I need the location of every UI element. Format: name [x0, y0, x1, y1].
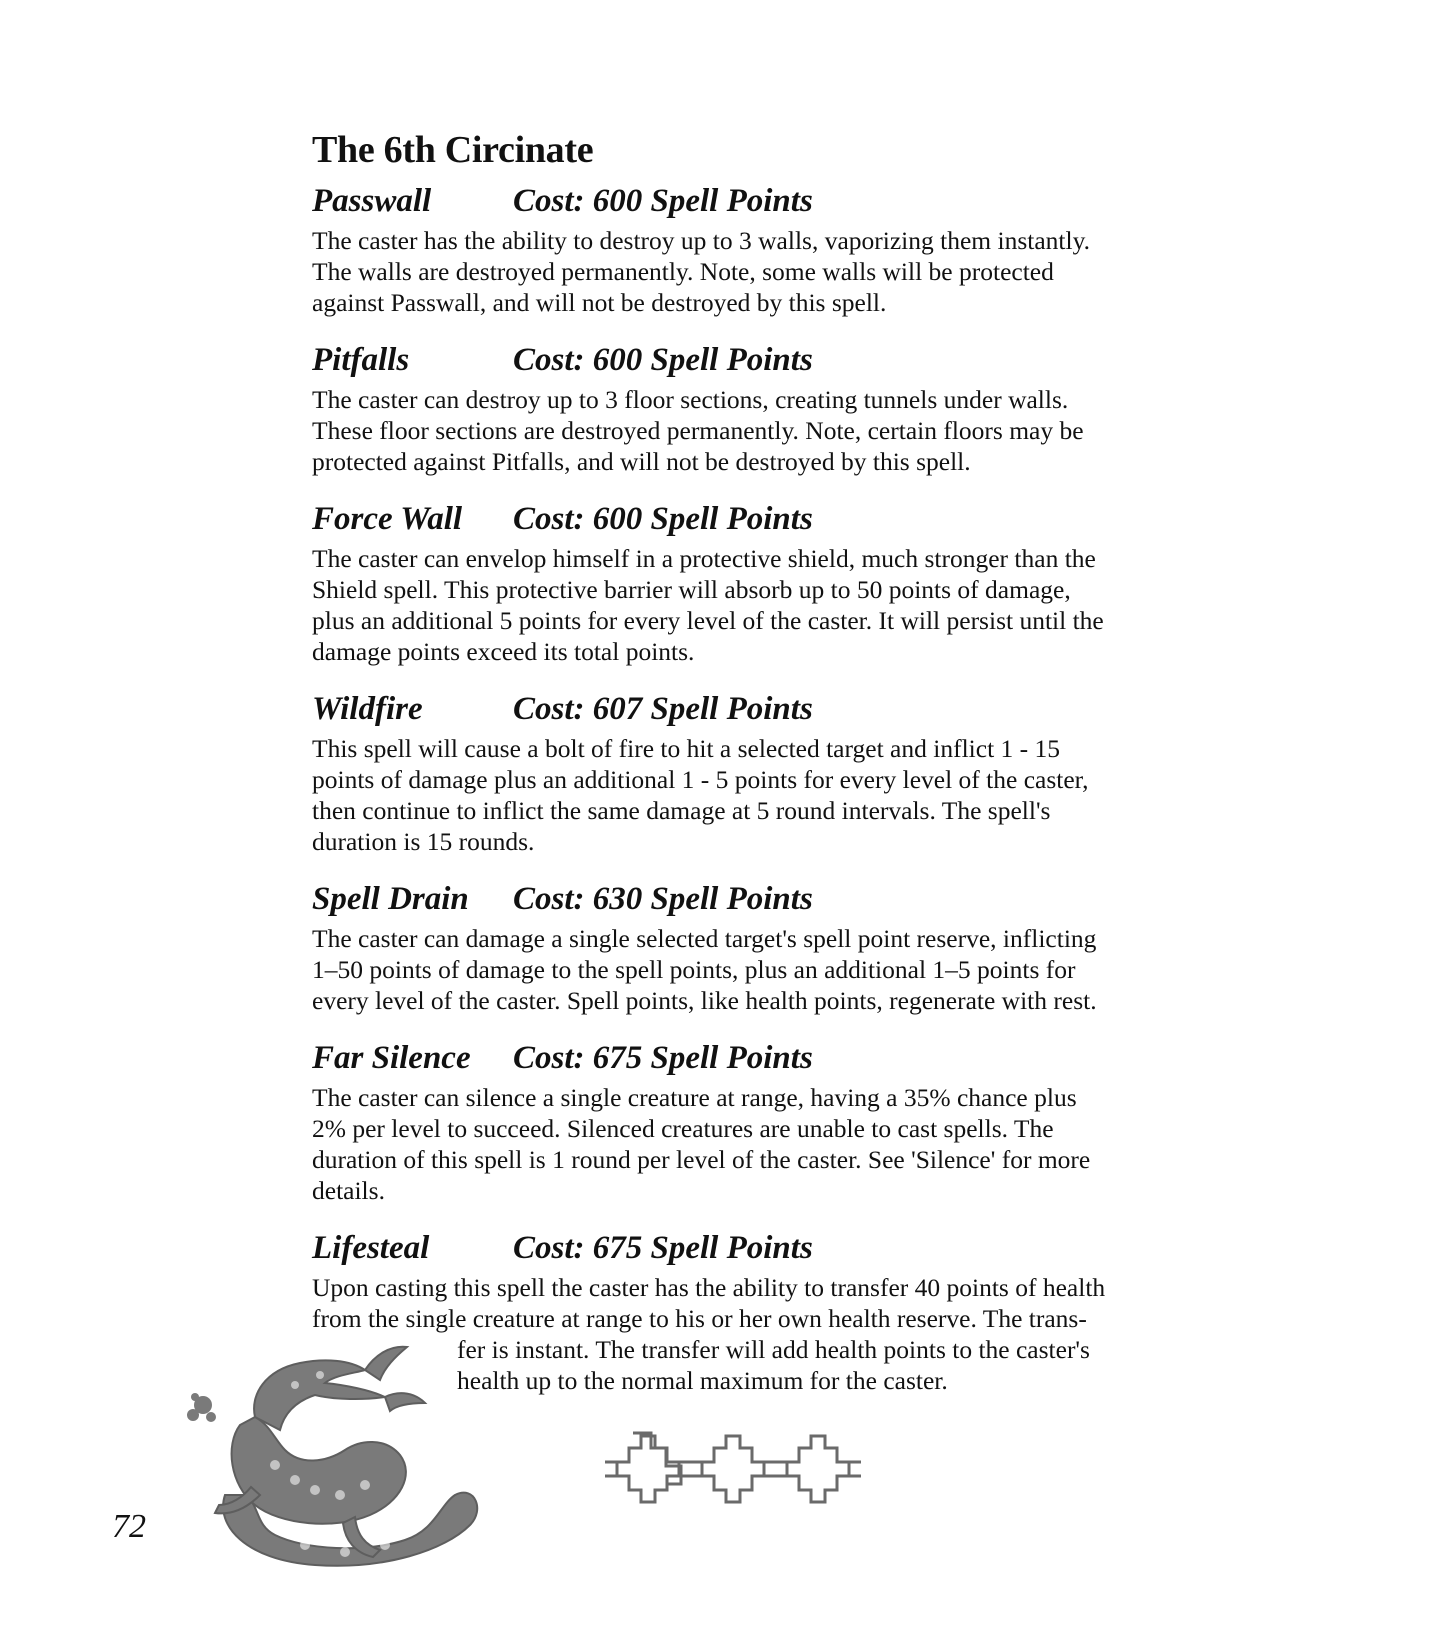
spell-entry-far-silence: [312, 1038, 1162, 1206]
spell-description: [312, 225, 1162, 318]
spell-cost: Cost: 600 Spell Points: [513, 501, 813, 537]
description-line: against Passwall, and will not be destroyed by this spell.: [312, 288, 887, 317]
spell-name: Lifesteal: [312, 1230, 430, 1266]
spell-name: Force Wall: [312, 501, 463, 537]
spell-entry-pitfalls: [312, 340, 1162, 477]
description-line: The caster can silence a single creature at range, having a 35% chance plus: [312, 1083, 1077, 1112]
description-line: then continue to inflict the same damage at 5 round intervals. The spell's: [312, 796, 1051, 825]
spell-entry-spell-drain: [312, 879, 1162, 1016]
spell-cost: Cost: 675 Spell Points: [513, 1040, 813, 1076]
spell-list: [312, 181, 1162, 1418]
spell-name: Wildfire: [312, 691, 423, 727]
description-line: This spell will cause a bolt of fire to hit a selected target and inflict 1 - 15: [312, 734, 1061, 763]
spell-cost: Cost: 600 Spell Points: [513, 183, 813, 219]
spell-name: Pitfalls: [312, 342, 410, 378]
description-line: Upon casting this spell the caster has the ability to transfer 40 points of health: [312, 1273, 1106, 1302]
spell-description: [312, 384, 1162, 477]
spell-heading: [312, 1228, 1162, 1268]
spell-name: Passwall: [312, 183, 432, 219]
description-line: plus an additional 5 points for every level of the caster. It will persist until the: [312, 606, 1104, 635]
description-line: The caster can envelop himself in a protective shield, much stronger than the: [312, 544, 1096, 573]
spell-cost: Cost: 675 Spell Points: [513, 1230, 813, 1266]
page-title: The 6th Circinate: [312, 129, 594, 171]
page-number: 72: [112, 1508, 146, 1545]
spell-name: Far Silence: [312, 1040, 471, 1076]
description-line: damage points exceed its total points.: [312, 637, 695, 666]
spell-heading: [312, 181, 1162, 221]
spell-cost: Cost: 630 Spell Points: [513, 881, 813, 917]
description-line: The walls are destroyed permanently. Note, some walls will be protected: [312, 257, 1054, 286]
spell-heading: [312, 879, 1162, 919]
description-line: The caster can destroy up to 3 floor sections, creating tunnels under walls.: [312, 385, 1069, 414]
spell-description: [312, 543, 1162, 667]
spell-cost: Cost: 600 Spell Points: [513, 342, 813, 378]
spell-description: [312, 923, 1162, 1016]
spell-entry-wildfire: [312, 689, 1162, 857]
description-line: duration is 15 rounds.: [312, 827, 535, 856]
description-line: fer is instant. The transfer will add health points to the caster's: [457, 1335, 1090, 1364]
description-line: every level of the caster. Spell points, like health points, regenerate with rest.: [312, 986, 1097, 1015]
description-line: The caster can damage a single selected target's spell point reserve, inflicting: [312, 924, 1097, 953]
spell-heading: [312, 340, 1162, 380]
description-line: Shield spell. This protective barrier will absorb up to 50 points of damage,: [312, 575, 1071, 604]
spell-cost: Cost: 607 Spell Points: [513, 691, 813, 727]
description-line: 2% per level to succeed. Silenced creatures are unable to cast spells. The: [312, 1114, 1054, 1143]
description-line: protected against Pitfalls, and will not be destroyed by this spell.: [312, 447, 971, 476]
description-line: duration of this spell is 1 round per level of the caster. See 'Silence' for more: [312, 1145, 1091, 1174]
spell-heading: [312, 1038, 1162, 1078]
description-line: health up to the normal maximum for the caster.: [457, 1366, 948, 1395]
description-line: These floor sections are destroyed permanently. Note, certain floors may be: [312, 416, 1084, 445]
spell-name: Spell Drain: [312, 881, 469, 917]
spell-heading: [312, 689, 1162, 729]
spell-description: [312, 1082, 1162, 1206]
cross-ornament-icon: [603, 1428, 863, 1518]
description-line: 1–50 points of damage to the spell points, plus an additional 1–5 points for: [312, 955, 1076, 984]
description-line: points of damage plus an additional 1 - 5 points for every level of the caster,: [312, 765, 1089, 794]
spell-heading: [312, 499, 1162, 539]
spell-entry-passwall: [312, 181, 1162, 318]
description-line: details.: [312, 1176, 385, 1205]
description-line: The caster has the ability to destroy up to 3 walls, vaporizing them instantly.: [312, 226, 1091, 255]
spell-description: [312, 733, 1162, 857]
spell-entry-force-wall: [312, 499, 1162, 667]
dragon-icon: [185, 1345, 495, 1575]
description-line: from the single creature at range to his or her own health reserve. The trans-: [312, 1304, 1087, 1333]
